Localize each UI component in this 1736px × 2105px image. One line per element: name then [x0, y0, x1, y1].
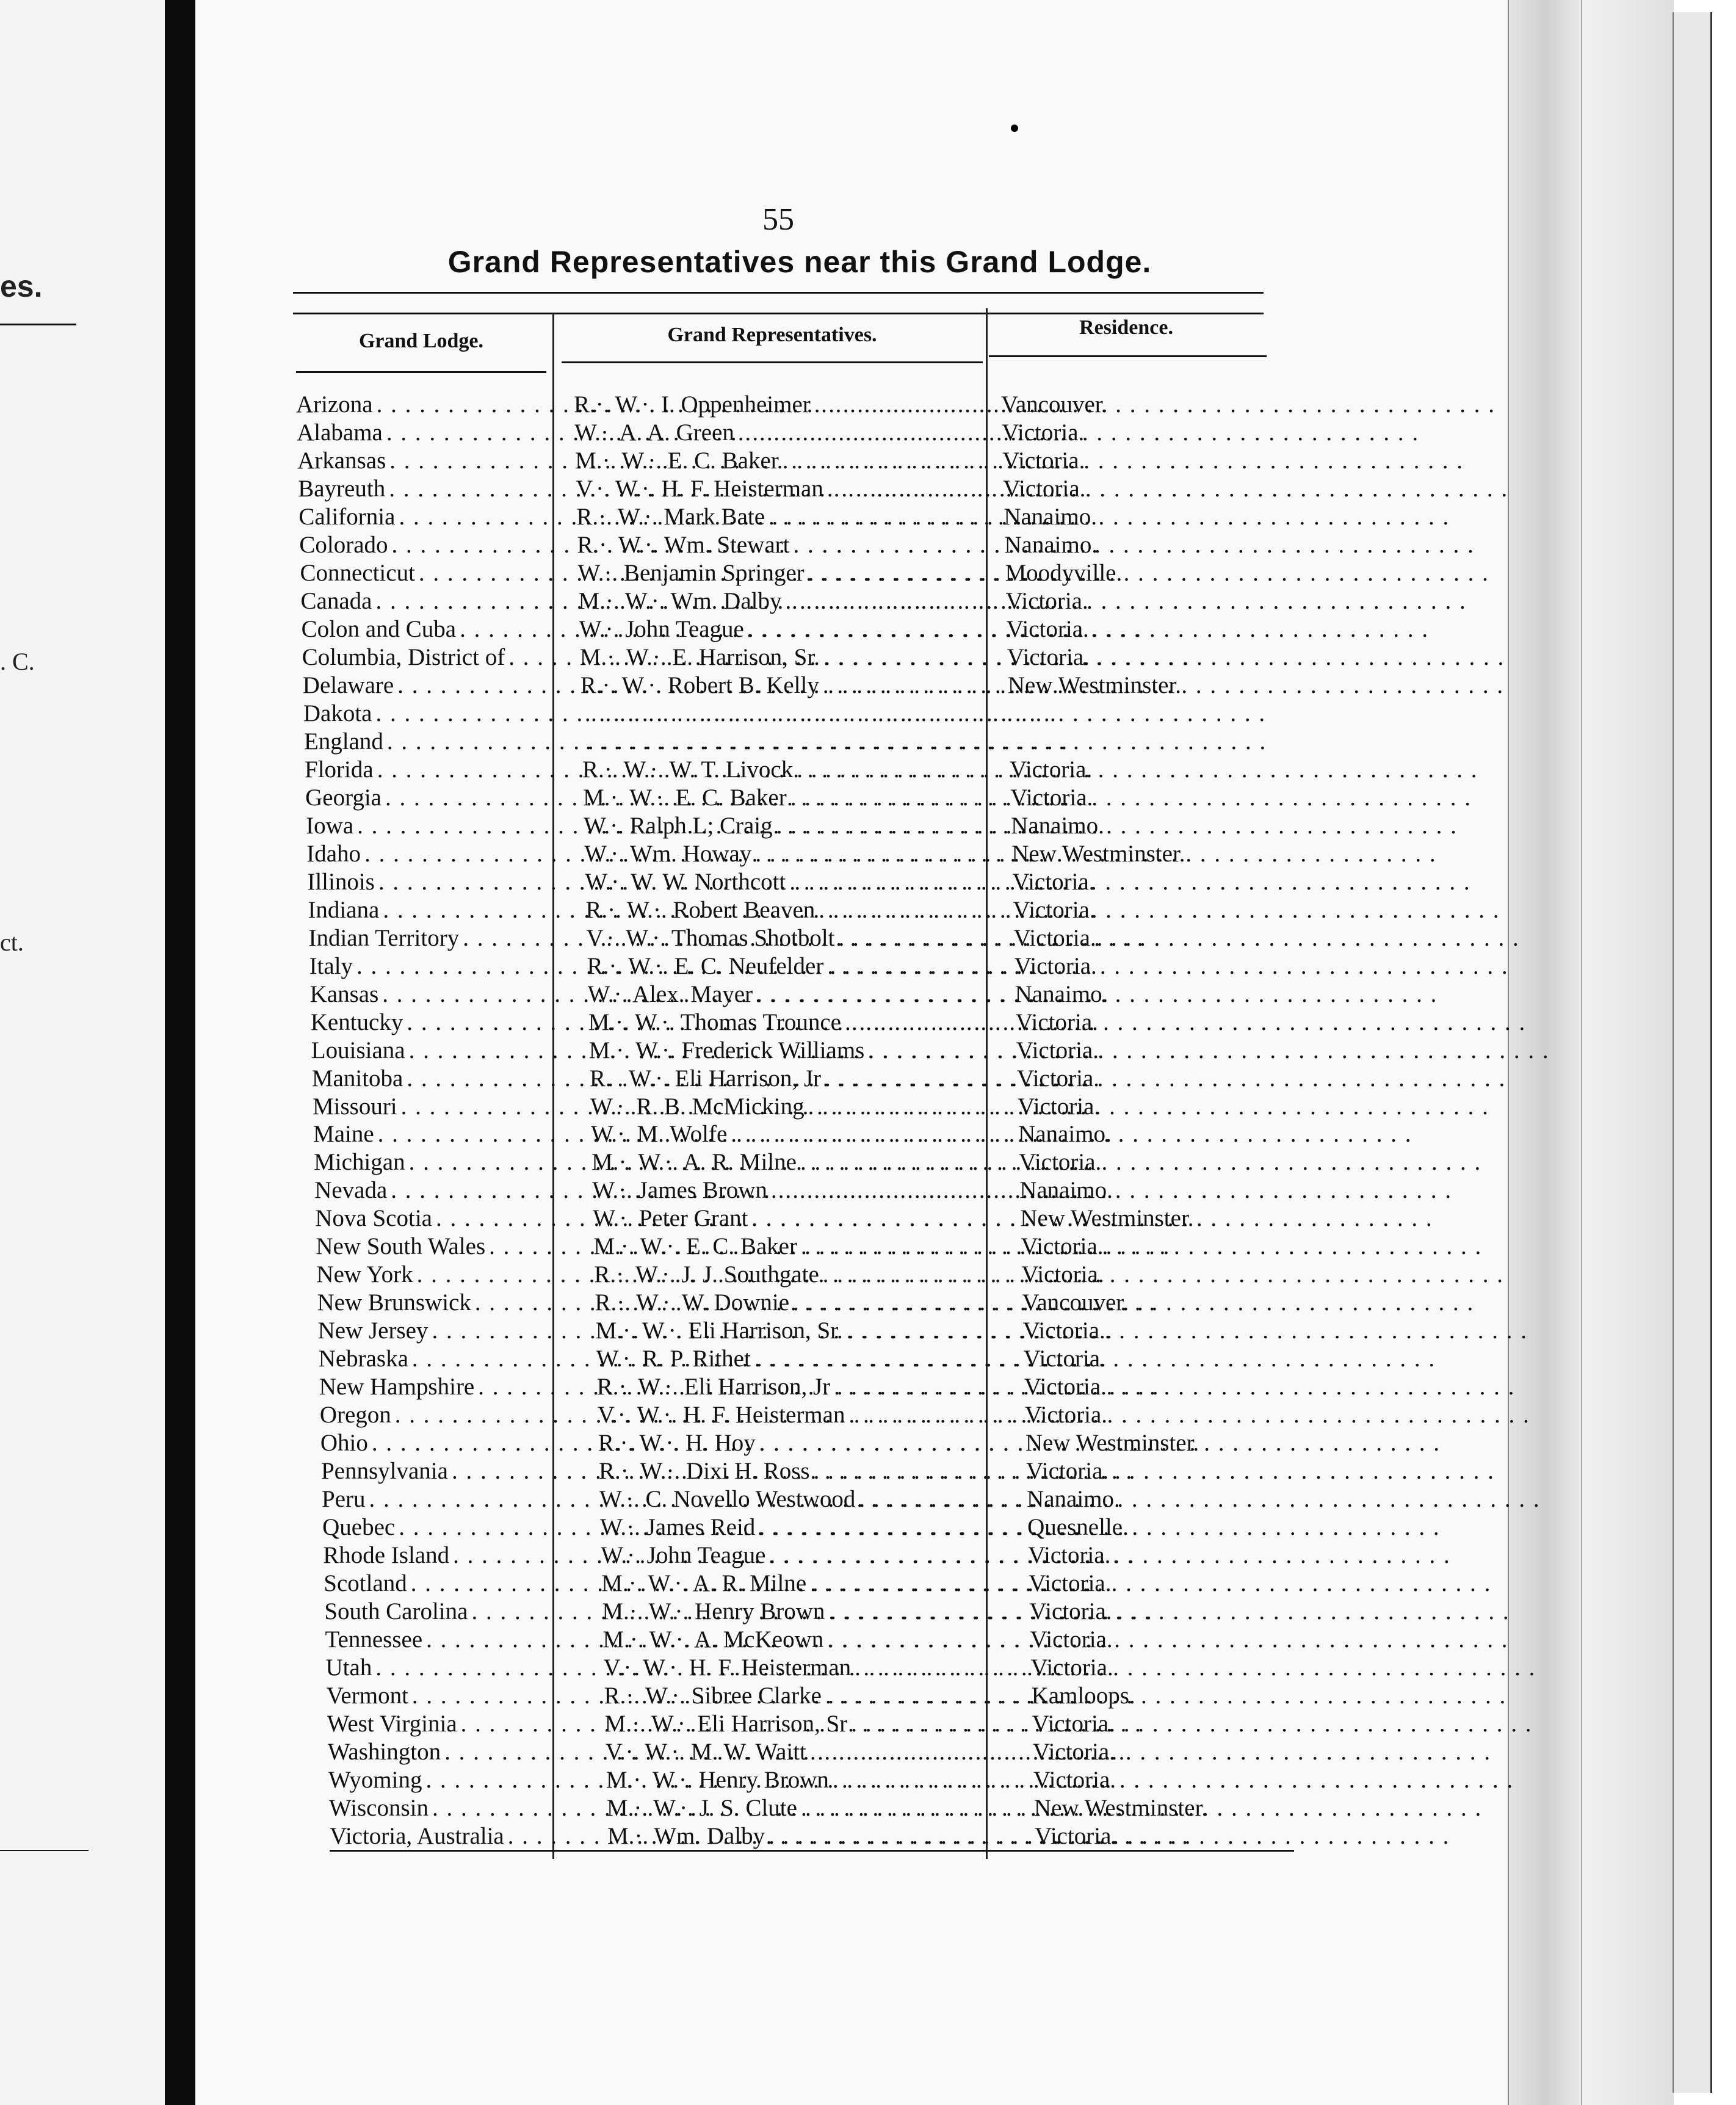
residence-cell-text: Nanaimo.: [1004, 531, 1098, 558]
left-page-fragment-2: ct.: [0, 929, 24, 956]
representative-cell-text: R.·. W.·. Dixi H. Ross: [598, 1458, 810, 1485]
representative-cell-text: W.·. John Teague: [579, 615, 744, 642]
table-row: [305, 756, 1318, 783]
grand-lodge-cell-text: Colorado: [299, 531, 388, 558]
table-row: [308, 924, 1322, 952]
table-row: [306, 812, 1319, 839]
residence-cell: [1004, 531, 1309, 559]
book-gutter: [165, 0, 198, 2105]
table-row: [330, 1822, 1343, 1850]
grand-lodge-cell-text: Indian Territory: [308, 924, 460, 951]
residence-cell: [1007, 615, 1312, 643]
representative-cell-text: V.·. W.·. H. F. Heisterman: [603, 1654, 852, 1681]
representative-cell-text: R.·. W.·. W. T. Livock: [582, 756, 794, 783]
representative-cell-text: V.·. W.·. H. F. Heisterman: [597, 1402, 845, 1429]
residence-cell: [1033, 1738, 1338, 1766]
residence-cell: [1010, 756, 1315, 783]
representative-cell-text: W.·. Wm. Howay: [584, 840, 752, 867]
residence-cell: [1023, 1317, 1328, 1344]
residence-cell-text: Victoria.: [1015, 1009, 1098, 1035]
residence-cell: [1020, 1205, 1325, 1232]
residence-cell-text: Victoria.: [1002, 447, 1085, 474]
representative-cell-text: M.·. W.·. A. R. Milne: [591, 1149, 797, 1176]
table-row: [310, 980, 1323, 1008]
residence-cell-text: Victoria.: [1023, 1346, 1106, 1372]
residence-cell-text: Victoria.: [1024, 1402, 1107, 1429]
table-row: [313, 1093, 1326, 1120]
residence-cell: [1034, 1794, 1339, 1822]
residence-cell-text: Victoria.: [1012, 868, 1095, 895]
residence-cell-text: Nanaimo.: [1014, 980, 1109, 1007]
residence-cell-text: New Westminster.: [1011, 840, 1185, 867]
residence-cell-text: Victoria.: [1021, 1233, 1104, 1260]
grand-lodge-cell-text: Connecticut: [300, 559, 415, 586]
grand-lodge-cell-text: New York: [316, 1261, 413, 1288]
representative-cell-text: M.·. W.·. E. Harrison, Sr.: [579, 643, 820, 670]
residence-cell-text: Victoria.: [1013, 924, 1096, 951]
table-row: [318, 1317, 1331, 1344]
residence-cell-text: Victoria.: [1030, 1626, 1113, 1653]
representative-cell-text: W.·. Ralph L; Craig: [584, 812, 773, 839]
grand-lodge-cell-text: Utah: [325, 1654, 372, 1681]
representative-cell-text: M.·. W.·. A. McKeown: [602, 1626, 824, 1653]
residence-cell: [1005, 559, 1310, 587]
representative-cell-text: M.·. W.·. J. S. Clute: [606, 1795, 797, 1822]
representative-cell-text: M.·. W.·. E. C. Baker: [593, 1233, 797, 1260]
residence-cell: [1024, 1373, 1329, 1400]
table-row: [324, 1598, 1337, 1625]
residence-cell-text: Victoria.: [1022, 1317, 1105, 1344]
left-page-fragment-1: . C.: [0, 648, 35, 675]
residence-cell: [1004, 503, 1309, 531]
representative-cell-text: R.·. W.·. Mark Bate: [576, 503, 765, 530]
residence-cell: [1027, 1513, 1333, 1541]
residence-cell-text: Victoria.: [1030, 1654, 1113, 1681]
representative-cell-text: R.·. W.·. W. Downie: [595, 1289, 790, 1316]
representative-cell-text: M.·. W.·. A. R. Milne: [601, 1570, 807, 1597]
representative-cell-text: M.·. W.·. E. C. Baker: [583, 784, 787, 811]
representative-cell-text: V.·. W.·. H. F. Heisterman: [576, 475, 823, 502]
representative-cell-text: M.·. W.·. E. C. Baker: [575, 447, 779, 474]
grand-lodge-cell-text: California: [298, 503, 396, 530]
left-page-fragment-heading: es.: [0, 269, 43, 303]
residence-cell: [1033, 1766, 1339, 1794]
representative-cell-text: R. . W.·. Eli Harrison, Jr: [589, 1065, 822, 1092]
residence-cell: [1008, 672, 1313, 699]
residence-cell: [1022, 1289, 1328, 1316]
table-row: [296, 391, 1309, 418]
representative-cell-text: W.·. Alex. Mayer: [587, 980, 753, 1007]
grand-lodge-cell-text: Maine: [313, 1121, 374, 1148]
grand-lodge-cell-text: Victoria, Australia: [330, 1823, 504, 1849]
residence-cell: [1025, 1429, 1331, 1457]
residence-cell: [1021, 1233, 1326, 1260]
grand-lodge-cell-text: Bayreuth: [298, 475, 386, 502]
table-bottom-rule: [330, 1850, 1294, 1852]
residence-cell-text: Victoria.: [1013, 896, 1096, 923]
table-row: [302, 615, 1315, 643]
table-row: [303, 672, 1316, 699]
residence-cell: [1009, 728, 1314, 755]
table-top-rule: [293, 313, 1264, 314]
residence-cell-text: Victoria.: [1025, 1458, 1109, 1485]
representative-cell-text: R.·. W.·. E. C. Neufelder: [587, 952, 824, 979]
table-row: [297, 447, 1311, 474]
residence-cell: [1018, 1120, 1323, 1148]
representative-cell-text: R.·. W.·. Eli Harrison, Jr: [596, 1374, 831, 1400]
residence-cell: [1001, 391, 1306, 418]
column-header-grand-representatives: Grand Representatives.: [667, 324, 877, 346]
representative-cell-text: W.·. M. Wolfe: [591, 1121, 728, 1148]
residence-cell: [1017, 1065, 1322, 1092]
residence-cell-text: Nanaimo.: [1018, 1121, 1112, 1148]
residence-cell-text: Vancouver.: [1022, 1289, 1129, 1316]
representative-cell-text: M.·. W.·. Thomas Trounce: [588, 1009, 841, 1035]
grand-lodge-cell-text: Georgia: [305, 784, 382, 811]
residence-cell-text: New Westminster.: [1007, 672, 1182, 698]
representative-cell-text: R.·. W.·. Wm. Stewart: [577, 531, 790, 558]
representative-cell-text: W.·. R. B. McMicking: [590, 1093, 805, 1120]
representative-cell-text: W.·. R. P. Rithet: [596, 1346, 751, 1372]
grand-lodge-cell-text: Ohio: [320, 1430, 368, 1457]
grand-lodge-cell-text: Michigan: [314, 1149, 405, 1176]
heading-rule: [293, 292, 1264, 294]
grand-lodge-cell-text: Rhode Island: [323, 1542, 450, 1569]
residence-cell: [1007, 643, 1312, 671]
grand-lodge-cell-text: Delaware: [302, 672, 394, 698]
residence-cell-text: Victoria.: [1029, 1598, 1112, 1625]
representative-cell-text: W.·. Peter Grant: [593, 1205, 748, 1232]
representative-cell-text: W.·. James Brown: [592, 1177, 767, 1204]
residence-cell-text: New Westminster.: [1033, 1795, 1208, 1822]
grand-lodge-cell-text: Florida: [305, 756, 374, 783]
grand-lodge-cell-text: Iowa: [306, 812, 354, 839]
residence-cell-text: Victoria.: [1021, 1261, 1104, 1288]
residence-cell: [1016, 1009, 1321, 1036]
header-underline: [562, 361, 983, 363]
residence-cell: [1016, 1037, 1322, 1064]
residence-cell-text: New Westminster.: [1025, 1430, 1199, 1457]
grand-lodge-cell-text: Washington: [327, 1739, 441, 1766]
residence-cell-text: Victoria.: [1006, 615, 1089, 642]
table-row: [327, 1682, 1340, 1709]
table-row: [322, 1513, 1336, 1541]
residence-cell-text: Vancouver.: [1001, 391, 1108, 418]
table-row: [319, 1373, 1333, 1400]
table-row: [303, 700, 1317, 727]
header-underline: [989, 355, 1267, 357]
table-row: [320, 1401, 1333, 1429]
residence-cell-text: Nanaimo.: [1027, 1486, 1120, 1513]
grand-lodge-cell-text: Arkansas: [297, 447, 386, 474]
residence-cell: [1019, 1148, 1324, 1176]
residence-cell-text: Victoria.: [1029, 1570, 1112, 1597]
residence-cell: [1035, 1822, 1340, 1850]
residence-cell-text: Nanaimo.: [1004, 503, 1098, 530]
representative-cell-text: W.·. A. A. Green: [574, 419, 734, 446]
grand-lodge-cell-text: New Hampshire: [319, 1374, 475, 1400]
table-row: [315, 1205, 1328, 1232]
grand-lodge-cell-text: Colon and Cuba: [301, 615, 457, 642]
table-row: [302, 643, 1315, 671]
representative-cell-text: W.·. James Reid: [600, 1514, 756, 1541]
residence-cell: [1032, 1710, 1337, 1737]
residence-cell: [1029, 1598, 1334, 1625]
residence-cell: [1027, 1485, 1332, 1513]
grand-lodge-cell-text: Canada: [300, 587, 372, 614]
table-row: [316, 1233, 1329, 1260]
representative-cell-text: V.·. W.·. Thomas Shotbolt: [586, 924, 835, 951]
table-row: [316, 1261, 1329, 1288]
residence-cell: [1021, 1261, 1326, 1288]
grand-lodge-cell-text: Nevada: [314, 1177, 388, 1204]
residence-cell-text: Victoria.: [1005, 587, 1088, 614]
representative-cell-text: W.·. John Teague: [601, 1542, 766, 1569]
residence-cell: [1031, 1654, 1336, 1681]
residence-cell: [1019, 1176, 1325, 1204]
residence-cell-text: Victoria.: [1002, 419, 1085, 446]
grand-lodge-cell-text: Oregon: [319, 1402, 391, 1429]
table-row: [327, 1710, 1340, 1737]
representative-cell-text: R.·. W.·. Sibree Clarke: [604, 1683, 822, 1709]
residence-cell: [1008, 700, 1314, 727]
residence-cell: [1025, 1401, 1330, 1429]
residence-cell: [1014, 952, 1320, 980]
grand-lodge-cell-text: New South Wales: [316, 1233, 486, 1260]
residence-cell-text: Victoria.: [1010, 784, 1093, 811]
grand-lodge-cell-text: Alabama: [297, 419, 383, 446]
grand-lodge-cell-text: Illinois: [307, 868, 375, 895]
table-row: [298, 475, 1311, 502]
residence-cell-text: Victoria.: [1028, 1542, 1111, 1569]
representative-cell-text: V.·. W.·. M. W. Waitt: [605, 1739, 806, 1766]
table-row: [328, 1766, 1342, 1794]
table-row: [322, 1485, 1335, 1513]
grand-lodge-cell-text: Kentucky: [310, 1009, 403, 1035]
residence-cell: [1024, 1345, 1329, 1372]
table-row: [299, 531, 1312, 559]
residence-cell: [1010, 784, 1315, 811]
representative-cell-text: M.·. W.·. Eli Harrison, Sr: [604, 1711, 848, 1737]
grand-lodge-cell-text: Arizona: [296, 391, 373, 418]
representative-cell-text: M.·. Wm. Dalby: [607, 1823, 765, 1849]
residence-cell-text: Moodyville.: [1005, 559, 1123, 586]
residence-cell: [1028, 1542, 1333, 1569]
residence-cell-text: Victoria.: [1033, 1767, 1116, 1794]
table-row: [309, 952, 1323, 980]
table-row: [304, 728, 1317, 755]
grand-lodge-cell-text: Italy: [309, 952, 353, 979]
table-row: [319, 1345, 1332, 1372]
grand-lodge-cell-text: Indiana: [308, 896, 380, 923]
residence-cell: [1003, 475, 1308, 502]
left-page: [0, 0, 184, 2105]
representative-cell-text: R.·. W.·. Robert Beaven: [585, 896, 816, 923]
page-title: Grand Representatives near this Grand Lodge.: [447, 245, 1152, 279]
grand-lodge-cell-text: New Brunswick: [317, 1289, 471, 1316]
table-row: [311, 1009, 1324, 1036]
table-row: [306, 840, 1320, 868]
table-row: [321, 1457, 1334, 1485]
representative-cell-text: M.·. W.·. Frederick Williams: [588, 1037, 865, 1063]
residence-cell: [1011, 840, 1317, 868]
residence-cell: [1029, 1570, 1334, 1597]
residence-cell: [1013, 924, 1318, 952]
grand-lodge-cell-text: Tennessee: [325, 1626, 423, 1653]
residence-cell: [1026, 1457, 1331, 1485]
grand-lodge-cell-text: New Jersey: [317, 1317, 429, 1344]
table-row: [328, 1738, 1341, 1766]
grand-lodge-cell-text: Scotland: [324, 1570, 407, 1597]
residence-cell-text: Victoria.: [1014, 952, 1097, 979]
grand-lodge-cell-text: South Carolina: [324, 1598, 468, 1625]
grand-lodge-cell-text: England: [303, 728, 383, 755]
representative-cell-text: R.·. W.·. J. J. Southgate: [594, 1261, 819, 1288]
residence-cell: [1002, 419, 1307, 446]
table-row: [297, 419, 1310, 446]
residence-cell: [1006, 587, 1311, 615]
residence-cell-text: Victoria.: [1017, 1093, 1101, 1120]
table-row: [298, 503, 1312, 531]
grand-lodge-cell-text: Pennsylvania: [320, 1458, 448, 1485]
table-row: [314, 1148, 1327, 1176]
table-row: [311, 1037, 1325, 1064]
table-row: [312, 1065, 1325, 1092]
residence-cell: [1030, 1626, 1335, 1653]
table-row: [307, 868, 1320, 896]
representative-cell-text: R.·. W.·. I. Oppenheimer: [574, 391, 811, 418]
grand-lodge-cell-text: Nova Scotia: [315, 1205, 432, 1232]
residence-cell-text: Victoria.: [1016, 1037, 1099, 1063]
table-row: [301, 587, 1314, 615]
residence-cell-text: Victoria.: [1032, 1739, 1115, 1766]
column-header-grand-lodge: Grand Lodge.: [358, 330, 484, 352]
left-page-rule: [0, 324, 76, 325]
representative-cell-text: M.·. W.·. Eli Harrison, Sr.: [595, 1317, 843, 1344]
representative-cell-text: W.·. W. W. Northcott: [585, 868, 786, 895]
representative-cell-text: M.·. W.·. Henry Brown: [602, 1598, 825, 1625]
grand-lodge-cell-text: Wisconsin: [328, 1795, 429, 1822]
table-row: [300, 559, 1313, 587]
representative-cell-text: M.·. W.·. Henry Brown: [606, 1767, 829, 1794]
residence-cell: [1018, 1093, 1323, 1120]
residence-cell-text: New Westminster.: [1020, 1205, 1194, 1232]
residence-cell-text: Victoria.: [1024, 1374, 1107, 1400]
page-edge: [1673, 12, 1712, 2093]
residence-cell-text: Victoria.: [1016, 1065, 1100, 1092]
ink-speck: [1011, 125, 1018, 132]
residence-cell: [1013, 896, 1318, 924]
representative-cell-text: R.·. W.·. H. Hoy: [598, 1430, 756, 1457]
table-row: [313, 1120, 1326, 1148]
grand-lodge-cell-text: Peru: [322, 1486, 366, 1513]
residence-cell: [1015, 980, 1320, 1008]
representative-cell-text: M.·. W.·. Wm. Dalby: [578, 587, 782, 614]
residence-cell-text: Nanaimo.: [1011, 812, 1104, 839]
residence-cell-text: Victoria.: [1019, 1149, 1102, 1176]
table-row: [317, 1289, 1331, 1316]
table-row: [324, 1570, 1337, 1597]
residence-cell-text: Victoria.: [1032, 1711, 1115, 1737]
table-row: [305, 784, 1318, 811]
grand-lodge-cell-text: Vermont: [326, 1683, 408, 1709]
grand-lodge-cell-text: Quebec: [322, 1514, 396, 1541]
grand-lodge-cell-text: Nebraska: [318, 1346, 408, 1372]
residence-cell-text: Victoria.: [1003, 475, 1086, 502]
grand-lodge-cell-text: West Virginia: [327, 1711, 457, 1737]
residence-cell: [1012, 868, 1317, 896]
grand-lodge-cell-text: Missouri: [312, 1093, 397, 1120]
residence-cell-text: Quesnelle.: [1027, 1514, 1129, 1541]
residence-cell: [1011, 812, 1316, 839]
grand-lodge-cell-text: Manitoba: [311, 1065, 403, 1092]
residence-cell-text: Victoria.: [1035, 1823, 1118, 1849]
representative-cell-text: R.·. W.·. Robert B. Kelly: [580, 672, 819, 698]
table-row: [323, 1542, 1336, 1569]
table-row: [314, 1176, 1328, 1204]
representative-cell-text: W.·. Benjamin Springer: [577, 559, 805, 586]
table-row: [326, 1654, 1339, 1681]
table-row: [320, 1429, 1334, 1457]
left-page-bottom-rule: [0, 1850, 89, 1851]
header-underline: [296, 371, 546, 373]
residence-cell-text: Victoria.: [1007, 643, 1090, 670]
grand-lodge-cell-text: Columbia, District of: [302, 643, 505, 670]
residence-cell-text: Kamloops.: [1031, 1683, 1135, 1709]
grand-lodge-cell-text: Kansas: [309, 980, 379, 1007]
table-row: [325, 1626, 1338, 1653]
residence-cell: [1032, 1682, 1337, 1709]
grand-lodge-cell-text: Louisiana: [311, 1037, 405, 1063]
grand-lodge-cell-text: Idaho: [306, 840, 361, 867]
residence-cell-text: Victoria.: [1010, 756, 1093, 783]
grand-lodge-cell-text: Dakota: [303, 700, 372, 726]
residence-cell-text: Nanaimo.: [1019, 1177, 1113, 1204]
table-row: [329, 1794, 1342, 1822]
table-row: [308, 896, 1321, 924]
grand-lodge-cell-text: Wyoming: [328, 1767, 422, 1794]
column-header-residence: Residence.: [1079, 316, 1173, 339]
page-number: 55: [762, 202, 794, 237]
representative-cell-text: W.·. C. Novello Westwood: [599, 1486, 856, 1513]
residence-cell: [1002, 447, 1307, 474]
